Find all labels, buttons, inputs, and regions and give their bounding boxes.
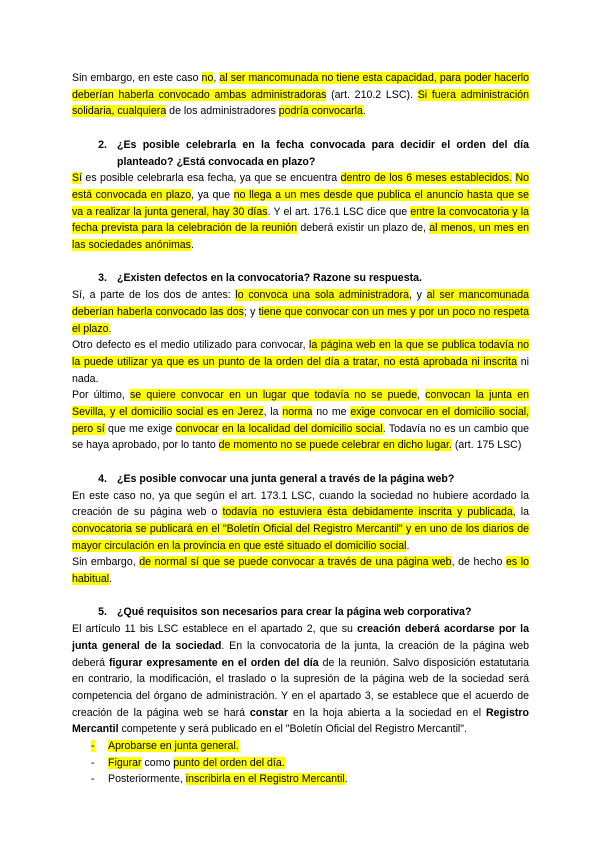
bullet-dash: - — [91, 756, 95, 769]
spacer — [72, 588, 529, 605]
bullet-dash: - — [91, 740, 95, 753]
text-run: (art. 210.2 LSC). — [326, 88, 418, 101]
list-item — [72, 771, 529, 788]
question-number: 3. — [98, 272, 107, 285]
highlighted-text: convocatoria se publicará en el "Boletín Oficial del Registro Mercantil" y en uno de los diarios de mayor circulación en la provincia en que esté situado el domicilio social — [72, 522, 529, 552]
text-run: , ya que — [191, 188, 234, 201]
question-3 — [72, 270, 529, 287]
text-run: Sin embargo, en este caso — [72, 72, 202, 84]
paragraph-3c — [72, 387, 529, 454]
question-number: 5. — [98, 606, 107, 619]
highlighted-text: convocar — [175, 422, 219, 435]
text-run: , — [213, 72, 220, 84]
highlighted-text: no llega a un mes desde que publica el anuncio hasta que se va a realizar la junta general, hay 30 días — [72, 188, 529, 218]
paragraph-1 — [72, 70, 529, 120]
highlighted-text: Si fuera administración solidaria, cualquiera — [72, 88, 529, 118]
highlighted-text: exige convocar en el domicilio social, pero sí — [72, 406, 530, 435]
highlighted-text: todavía no estuviera ésta debidamente inscrita y publicada — [222, 506, 513, 519]
highlighted-text: podría convocarla — [278, 105, 363, 118]
text-run: . En la convocatoria de la junta, la creación de la página web deberá — [72, 639, 529, 669]
text-run: que me exige — [104, 422, 176, 435]
text-run: Posteriormente, — [108, 773, 186, 786]
highlighted-text: de momento no se puede celebrar en dicho lugar. — [218, 439, 452, 452]
question-text: ¿Es posible celebrarla en la fecha convocada para decidir el orden del día planteado? ¿Está convocada en plazo? — [117, 138, 529, 168]
highlighted-text: tiene que convocar con un mes y por un poco no respeta el plazo — [72, 305, 529, 335]
highlighted-text: se quiere convocar en un lugar que todavía no se puede — [130, 389, 418, 402]
text-run: . — [190, 239, 194, 252]
highlighted-text: en la localidad del domicilio social — [221, 422, 383, 435]
text-run: ni nada. — [72, 355, 529, 385]
text-run: El artículo 11 bis LSC establece en el apartado 2, que su — [72, 623, 358, 636]
list-bullet — [72, 755, 108, 772]
spacer — [72, 454, 529, 471]
text-run: . — [362, 105, 366, 118]
text-run: . — [406, 539, 410, 552]
list-bullet — [72, 738, 108, 755]
text-run: . — [344, 773, 348, 786]
question-2 — [72, 137, 529, 170]
text-run: ; y — [243, 305, 259, 318]
paragraph-2 — [72, 170, 529, 254]
text-run: , de hecho — [451, 556, 506, 569]
bold-text: constar — [249, 706, 289, 719]
list-item-text — [108, 738, 239, 755]
text-run: . — [109, 573, 113, 586]
highlighted-text: entre la convocatoria y la fecha prevista para la celebración de la reunión — [72, 205, 530, 235]
highlighted-text: norma — [282, 406, 313, 419]
highlighted-text: Aprobarse en junta general. — [108, 740, 239, 753]
question-text: ¿Qué requisitos son necesarios para crear la página web corporativa? — [117, 606, 472, 619]
paragraph-5 — [72, 621, 529, 738]
question-text: ¿Existen defectos en la convocatoria? Razone su respuesta. — [117, 272, 422, 285]
list-item-text — [108, 771, 348, 788]
paragraph-4b — [72, 554, 529, 587]
bullet-dash: - — [91, 773, 95, 786]
text-run: . Y el art. 176.1 LSC dice que — [267, 205, 411, 218]
question-text: ¿Es posible convocar una junta general a través de la página web? — [117, 472, 455, 485]
highlighted-text: al ser mancomunada no tiene esta capacidad, para poder hacerlo deberían haberla convocado ambas administradoras — [72, 72, 529, 101]
bold-text: Registro Mercantil — [72, 706, 529, 736]
highlighted-text: no — [201, 72, 214, 84]
text-run: Por último, — [72, 389, 130, 402]
list-item-text — [108, 755, 285, 772]
list-item — [72, 755, 529, 772]
text-run: , y — [409, 289, 427, 302]
highlighted-text: al menos, un mes en las sociedades anónimas — [72, 222, 530, 252]
highlighted-text: Sí — [72, 172, 83, 185]
spacer — [72, 254, 529, 271]
text-run: Otro defecto es el medio utilizado para convocar, — [72, 339, 310, 352]
highlighted-text: lo convoca una sola administradora — [235, 289, 409, 302]
text-run: de la reunión. Salvo disposición estatutaria en contrario, la modificación, el traslado o la supresión de la página web de la sociedad será competencia del órgano de administración. Y en el apartado 3, se establece que el acuerdo de creación de la página web se hará — [72, 656, 529, 719]
question-5 — [72, 604, 529, 621]
text-run: es posible celebrarla esa fecha, ya que se encuentra — [82, 172, 341, 185]
question-number: 2. — [98, 138, 107, 151]
highlighted-text: Figurar — [108, 756, 142, 769]
text-run: en la hoja abierta a la sociedad en el — [288, 706, 487, 719]
text-run: como — [141, 756, 174, 769]
highlighted-text: dentro de los 6 meses establecidos. — [340, 172, 513, 185]
spacer — [72, 120, 529, 137]
highlighted-text: No está convocada en plazo — [72, 172, 529, 201]
text-run: competente y será publicado en el "Boletín Oficial del Registro Mercantil". — [118, 723, 467, 736]
text-run: deberá existir un plazo de, — [297, 222, 430, 235]
text-run: Sin embargo, — [72, 556, 140, 569]
document-page — [72, 70, 529, 788]
question-number: 4. — [98, 472, 107, 485]
question-4 — [72, 471, 529, 488]
text-run: Sí, a parte de los dos de antes: — [72, 289, 236, 302]
requirements-list — [72, 738, 529, 788]
bold-text: creación deberá acordarse por la junta general de la sociedad — [72, 623, 529, 652]
text-run: no me — [312, 406, 351, 419]
text-run: , — [417, 389, 426, 402]
text-run: (art. 175 LSC) — [451, 439, 522, 452]
highlighted-text: convocan la junta en Sevilla, y el domicilio social es en Jerez — [72, 389, 530, 419]
paragraph-3b — [72, 337, 529, 387]
text-run: , la — [263, 406, 283, 419]
highlighted-text: al ser mancomunada deberían haberla convocado las dos — [72, 289, 529, 318]
highlighted-text: punto del orden del día. — [173, 756, 285, 769]
highlighted-text: de normal sí que se puede convocar a través de una página web — [139, 556, 452, 569]
highlighted-text: inscribirla en el Registro Mercantil — [185, 773, 345, 786]
paragraph-3a — [72, 287, 529, 337]
bold-text: figurar expresamente en el orden del día — [108, 656, 319, 669]
text-run: En este caso no, ya que según el art. 173.1 LSC, cuando la sociedad no hubiere acordado la creación de su página web o — [72, 489, 529, 519]
list-item — [72, 738, 529, 755]
text-run: . Todavía no es un cambio que se haya aprobado, por lo tanto — [72, 422, 529, 452]
list-bullet — [72, 771, 108, 788]
paragraph-4a — [72, 488, 529, 555]
text-run: . — [108, 322, 112, 335]
text-run: de los administradores — [166, 105, 279, 118]
text-run: , la — [512, 506, 530, 519]
highlighted-text: es lo habitual — [72, 556, 529, 586]
highlighted-text: la página web en la que se publica todavía no la puede utilizar ya que es un punto de la orden del día a tratar, no está aprobada ni inscrita — [72, 339, 529, 368]
